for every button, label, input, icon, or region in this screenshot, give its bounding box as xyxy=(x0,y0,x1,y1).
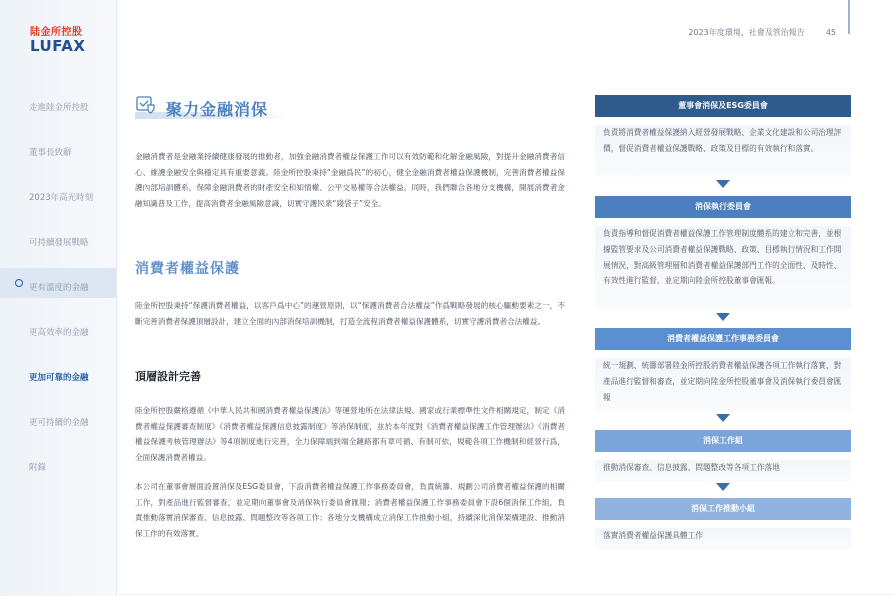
sidebar-item-about[interactable]: 走進陸金所控股 xyxy=(29,103,89,113)
governance-paragraph-1: 陸金所控股嚴格遵循《中華人民共和國消費者權益保護法》等運營地所在法律法規、國家或行業標準性文件相關規定，制定《消費者權益保護審查制度》《消費者權益保護信息披露制度》等消保制度，並於本年度對《消費者權益保護工作管理辦法》《消費者權益保護考核管理辦法》等4項制度進行完善，全力保障端到端全鏈路都有章可循、有制可依，規範各項工作機制和經營行爲，全面保護消費者權益。 xyxy=(135,406,565,462)
sidebar xyxy=(0,0,117,596)
sidebar-item-warm-finance[interactable]: 更有溫度的金融 xyxy=(29,283,89,293)
org-node-desc-working-group: 推動消保審查、信息披露、問題整改等各項工作落地 xyxy=(595,460,851,482)
org-node-desc-executive-committee: 負責指導和督促消費者權益保護工作管理制度體系的建立和完善，並根據監管要求及公司消費者權益保護戰略、政策、目標執行情況和工作開展情況，對高級管理層和消費者權益保護部門工作的全面性、及時性、有效性進行監督，並定期向陸金所控股董事會匯報。 xyxy=(595,226,851,310)
sidebar-item-highlights[interactable]: 2023年高光時刻 xyxy=(29,193,94,203)
sidebar-item-strategy[interactable]: 可持續發展戰略 xyxy=(29,238,89,248)
report-title: 2023年度環境、社會及管治報告 xyxy=(688,28,805,37)
arrow-down-icon xyxy=(716,483,730,491)
org-node-desc-promotion-team: 落實消費者權益保護具體工作 xyxy=(595,528,851,550)
arrow-down-icon xyxy=(716,414,730,422)
section-header xyxy=(135,95,285,119)
org-node-title-affairs-committee: 消費者權益保護工作事務委員會 xyxy=(595,328,851,350)
governance-paragraph-2: 本公司在董事會層面設置消保及ESG委員會，下設消費者權益保護工作事務委員會，負責統籌、規劃公司消費者權益保護的相關工作，對產品進行監督審查，並定期向董事會及消保執行委員會匯報；消費者權益保護工作事務委員會下設6個消保工作組，負責推動落實消保審查、信息披露、問題整改等各項工作；各地分支機構成立消保工作推動小組，持續深化消保架構建設、推動消保工作的有效落實。 xyxy=(135,482,565,538)
shield-document-icon xyxy=(136,96,156,114)
sidebar-nav xyxy=(0,93,116,498)
org-node-desc-affairs-committee: 統一規劃、統籌部署陸金所控股消費者權益保護各項工作執行落實，對產品進行監督和審查，並定期向陸金所控股董事會及消保執行委員會匯報 xyxy=(595,358,851,411)
sidebar-item-chairman-message[interactable]: 董事長致辭 xyxy=(29,148,72,158)
corner-divider xyxy=(848,0,850,34)
page-title: 聚力金融消保 xyxy=(166,100,269,119)
lufax-logo[interactable] xyxy=(30,27,94,54)
subsection-paragraph: 陸金所控股秉持“保護消費者權益，以客戶爲中心”的運營原則，以“保護消費者合法權益”作爲戰略發展的核心驅動要素之一，不斷完善消費者保護頂層設計，建立全面的內部消保培訓機制，打造全流程消費者權益保護體系，切實守護消費者合法權益。 xyxy=(135,301,565,326)
page-number: 45 xyxy=(825,28,836,37)
page-header xyxy=(688,27,836,38)
org-node-desc-esg-committee: 負責將消費者權益保護納入經營發展戰略、企業文化建設和公司治理評價，督促消費者權益保護戰略、政策及目標的有效執行和落實。 xyxy=(595,125,851,177)
logo-en-text: LUFAX xyxy=(30,37,86,55)
intro-paragraph: 金融消費者是金融業持續健康發展的推動者，加強金融消費者權益保護工作可以有效防範和化解金融風險，對提升金融消費者信心、維護金融安全與穩定具有重要意義。陸金所控股秉持“金融爲民”的初心，健全金融消費者權益保護機制，完善消費者權益保護內部培訓體系，保障金融消費者的財產安全和知情權、公平交易權等合法權益。同時，我們聯合各地分支機構，開展消費者金融知識普及工作，提高消費者金融風險意識，切實守護民衆“錢袋子”安全。 xyxy=(135,152,565,208)
sidebar-item-appendix[interactable]: 附錄 xyxy=(29,463,47,473)
footer-divider xyxy=(116,594,894,595)
sidebar-item-reliable-finance[interactable]: 更加可靠的金融 xyxy=(29,373,89,383)
sidebar-item-efficient-finance[interactable]: 更高效率的金融 xyxy=(29,328,89,338)
arrow-down-icon xyxy=(716,180,730,188)
arrow-down-icon xyxy=(716,313,730,321)
org-node-title-working-group: 消保工作組 xyxy=(595,430,851,452)
org-node-title-esg-committee: 董事會消保及ESG委員會 xyxy=(595,95,851,117)
logo-cn-text: 陆金所控股 xyxy=(30,27,83,38)
org-node-title-executive-committee: 消保執行委員會 xyxy=(595,196,851,218)
org-node-title-promotion-team: 消保工作推動小組 xyxy=(595,498,851,520)
sidebar-item-sustainable-finance[interactable]: 更可持續的金融 xyxy=(29,418,89,428)
subsection-title: 消費者權益保護 xyxy=(135,261,240,277)
topic-heading: 頂層設計完善 xyxy=(135,370,201,383)
